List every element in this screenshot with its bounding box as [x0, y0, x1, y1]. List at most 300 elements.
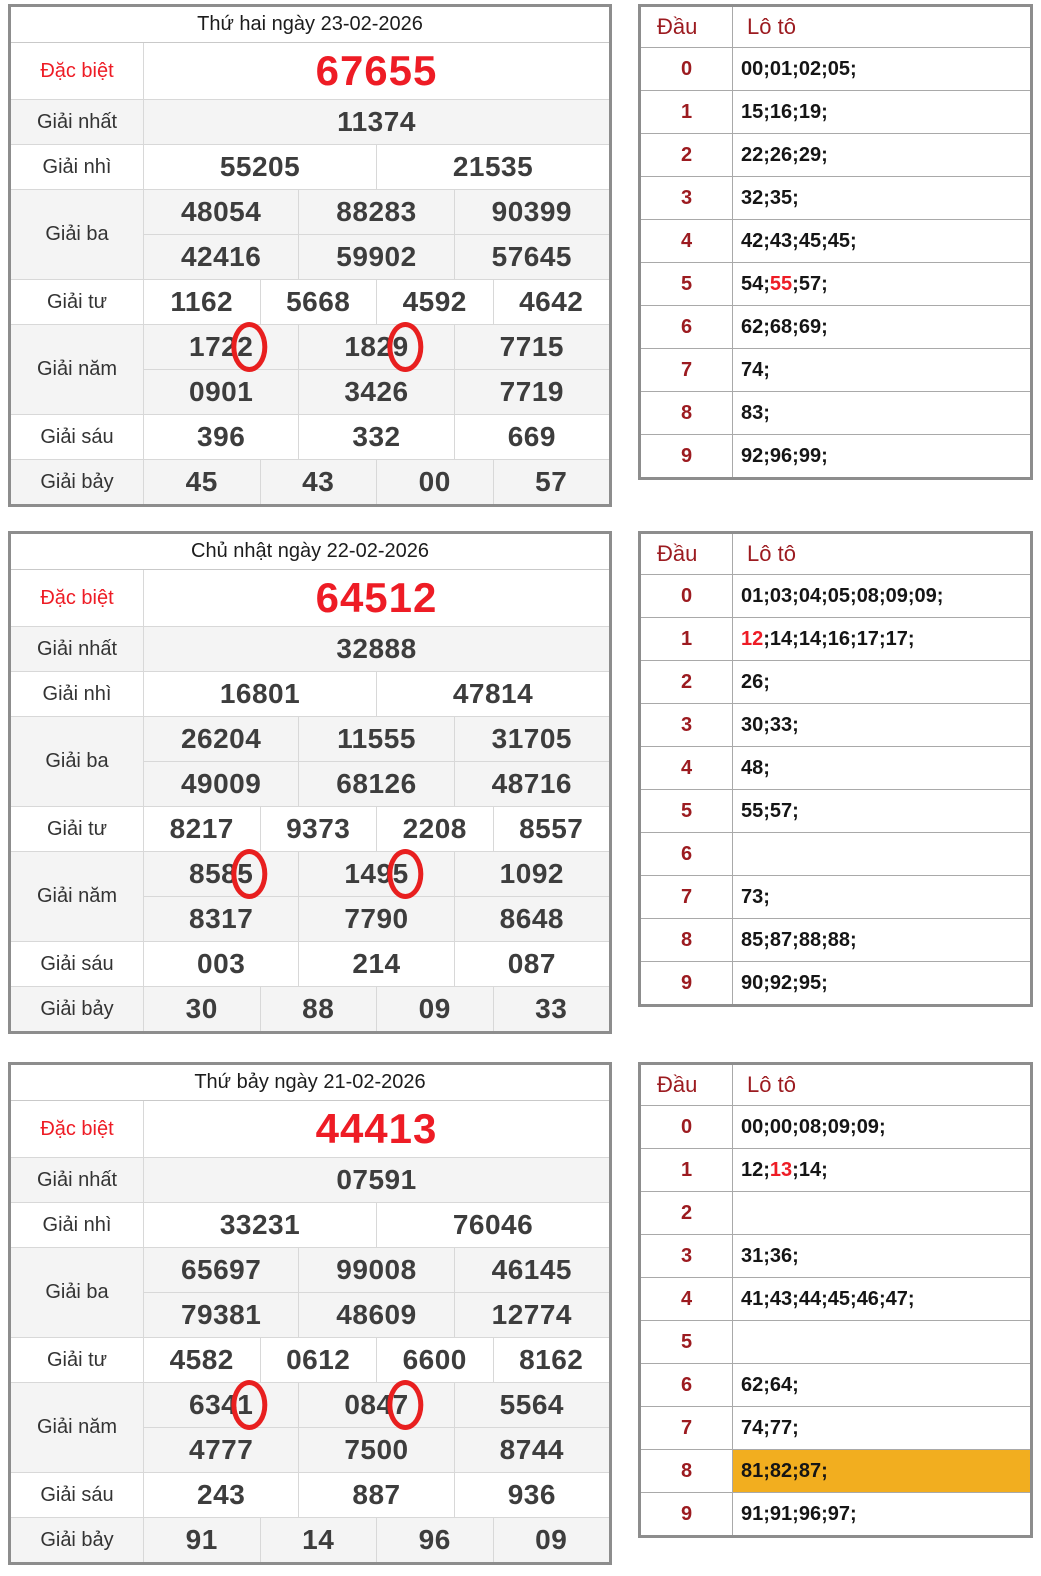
prize-number: 14 [260, 1518, 377, 1562]
loto-digit: 8 [641, 919, 733, 961]
prize-number: 8557 [493, 807, 610, 851]
prize-label-first: Giải nhất [11, 100, 144, 144]
loto-values: 92 ; 96 ; 99 ; [741, 444, 828, 467]
prize-values-special [144, 43, 609, 99]
prize-sub-row [144, 852, 609, 896]
loto-number: 88 [798, 928, 822, 951]
results-table-day-2 [8, 531, 612, 1034]
prize-values-first [144, 100, 609, 144]
prize-row-seventh [11, 987, 609, 1031]
loto-values: 90 ; 92 ; 95 ; [741, 971, 828, 994]
prize-number: 43 [260, 460, 377, 504]
loto-head-label: Đầu [641, 534, 733, 574]
prize-values-seventh [144, 987, 609, 1031]
loto-values [733, 1321, 1030, 1363]
loto-number: 00 [741, 57, 764, 80]
loto-values: 54 ; 55 ; 57 ; [741, 272, 828, 295]
loto-number: 30 [741, 713, 764, 736]
prize-values-fifth [144, 325, 609, 414]
loto-number: 92 [741, 444, 764, 467]
loto-row-1 [641, 618, 1030, 661]
prize-row-third [11, 717, 609, 807]
prize-number: 0901 [189, 376, 254, 407]
prize-number: 45 [185, 466, 218, 497]
prize-label-fifth: Giải năm [11, 852, 144, 941]
prize-number: 47814 [376, 672, 609, 716]
loto-number: 32 [741, 186, 764, 209]
prize-values-third [144, 1248, 609, 1337]
loto-number: 08 [798, 1115, 822, 1138]
prize-row-seventh [11, 460, 609, 504]
loto-row-2 [641, 1192, 1030, 1235]
loto-number: 73 [741, 885, 764, 908]
prize-number: 0612 [260, 1338, 377, 1382]
prize-values-fourth [144, 1338, 609, 1382]
loto-header-row [641, 7, 1030, 48]
prize-values-third [144, 190, 609, 279]
loto-values: 48 ; [741, 756, 770, 779]
results-table-day-3 [8, 1062, 612, 1565]
day-row-3 [8, 1062, 1033, 1565]
loto-number: 83 [741, 401, 764, 424]
prize-number: 00 [376, 460, 493, 504]
loto-number: 77 [769, 1416, 793, 1439]
prize-number: 68126 [298, 762, 453, 806]
prize-number: 48716 [454, 762, 609, 806]
prize-number: 44413 [315, 1105, 438, 1152]
loto-digit: 4 [641, 1278, 733, 1320]
prize-label-third: Giải ba [11, 190, 144, 279]
prize-number: 8317 [189, 903, 254, 934]
prize-number: 48609 [298, 1293, 453, 1337]
loto-digit: 7 [641, 876, 733, 918]
loto-values [733, 1192, 1030, 1234]
prize-values-seventh [144, 460, 609, 504]
prize-label-third: Giải ba [11, 717, 144, 806]
loto-number: 31 [741, 1244, 764, 1267]
loto-number: 43 [769, 229, 793, 252]
prize-number: 4592 [376, 280, 493, 324]
loto-row-9 [641, 1493, 1030, 1535]
loto-header-row [641, 534, 1030, 575]
prize-row-third [11, 1248, 609, 1338]
loto-digit: 0 [641, 575, 733, 617]
loto-number: 17 [885, 627, 908, 650]
loto-number: 74 [741, 1416, 764, 1439]
prize-sub-row [144, 1101, 609, 1157]
prize-number: 214 [298, 942, 453, 986]
prize-sub-row [144, 1518, 609, 1562]
loto-values: 62 ; 64 ; [741, 1373, 799, 1396]
prize-values-first [144, 627, 609, 671]
loto-row-7 [641, 1407, 1030, 1450]
prize-number: 149 5 [298, 852, 453, 896]
loto-digit: 8 [641, 392, 733, 434]
prize-sub-row [144, 190, 609, 234]
prize-number: 5564 [454, 1383, 609, 1427]
loto-values [733, 833, 1030, 875]
prize-number: 172 2 [189, 331, 254, 362]
prize-sub-row [144, 369, 609, 414]
days [8, 4, 1033, 1565]
loto-digit: 5 [641, 790, 733, 832]
loto-values: 32 ; 35 ; [741, 186, 799, 209]
loto-row-5 [641, 790, 1030, 833]
prize-number: 09 [376, 987, 493, 1031]
loto-number: 87 [798, 1459, 822, 1482]
prize-number: 59902 [298, 235, 453, 279]
loto-number: 90 [741, 971, 764, 994]
prize-sub-row [144, 1427, 609, 1472]
loto-digit: 5 [641, 1321, 733, 1363]
prize-number: 26204 [180, 723, 262, 754]
loto-number: 22 [741, 143, 764, 166]
loto-number: 62 [741, 315, 764, 338]
prize-row-second [11, 145, 609, 190]
prize-row-first [11, 627, 609, 672]
circled-digit: 9 [392, 331, 409, 362]
loto-row-0 [641, 575, 1030, 618]
loto-number: 03 [769, 584, 793, 607]
prize-values-first [144, 1158, 609, 1202]
loto-number: 96 [769, 444, 793, 467]
loto-values: 12 ; 13 ; 14 ; [741, 1158, 828, 1181]
prize-number: 90399 [454, 190, 609, 234]
prize-number: 99008 [298, 1248, 453, 1292]
loto-values: 42 ; 43 ; 45 ; 45 ; [741, 229, 857, 252]
loto-number: 29 [798, 143, 822, 166]
prize-values-fifth [144, 852, 609, 941]
loto-number: 55 [741, 799, 764, 822]
loto-number: 45 [827, 229, 851, 252]
prize-number: 42416 [180, 241, 262, 272]
circled-digit: 1 [237, 1389, 254, 1420]
prize-sub-row [144, 1383, 609, 1427]
loto-values: 12 ; 14 ; 14 ; 16 ; 17 ; 17 ; [741, 627, 915, 650]
prize-row-first [11, 100, 609, 145]
prize-row-fourth [11, 807, 609, 852]
loto-number: 02 [798, 57, 822, 80]
loto-number: 16 [769, 100, 793, 123]
prize-values-second [144, 1203, 609, 1247]
loto-number: 91 [769, 1502, 793, 1525]
loto-row-0 [641, 1106, 1030, 1149]
prize-sub-row [144, 234, 609, 279]
prize-label-fourth: Giải tư [11, 1338, 144, 1382]
loto-digit: 9 [641, 435, 733, 477]
loto-digit: 8 [641, 1450, 733, 1492]
circled-digit: 7 [392, 1389, 409, 1420]
loto-digit: 3 [641, 177, 733, 219]
loto-row-6 [641, 306, 1030, 349]
prize-number: 2208 [376, 807, 493, 851]
prize-sub-row [144, 807, 609, 851]
loto-number: 74 [741, 358, 764, 381]
prize-number: 09 [493, 1518, 610, 1562]
prize-number: 48054 [180, 196, 262, 227]
prize-row-sixth [11, 1473, 609, 1518]
loto-row-8 [641, 392, 1030, 435]
loto-digit: 9 [641, 1493, 733, 1535]
loto-row-1 [641, 91, 1030, 134]
loto-digit: 4 [641, 747, 733, 789]
loto-digit: 3 [641, 704, 733, 746]
prize-number: 57645 [454, 235, 609, 279]
loto-body-label: Lô tô [747, 541, 796, 566]
loto-table-day-1 [638, 4, 1033, 480]
loto-number: 44 [798, 1287, 822, 1310]
day-row-1 [8, 4, 1033, 507]
prize-number: 49009 [180, 768, 262, 799]
prize-sub-row [144, 145, 609, 189]
loto-values: 55 ; 57 ; [741, 799, 799, 822]
prize-number: 4642 [493, 280, 610, 324]
prize-label-fifth: Giải năm [11, 1383, 144, 1472]
prize-row-fifth [11, 852, 609, 942]
loto-values: 15 ; 16 ; 19 ; [741, 100, 828, 123]
circled-digit: 5 [392, 858, 409, 889]
prize-number: 6600 [376, 1338, 493, 1382]
prize-number: 88283 [298, 190, 453, 234]
prize-number: 887 [298, 1473, 453, 1517]
loto-number: 05 [827, 57, 851, 80]
prize-number: 07591 [336, 1164, 417, 1195]
prize-label-first: Giải nhất [11, 627, 144, 671]
loto-number: 13 [769, 1158, 793, 1181]
loto-values: 62 ; 68 ; 69 ; [741, 315, 828, 338]
loto-values: 73 ; [741, 885, 770, 908]
loto-row-3 [641, 704, 1030, 747]
loto-digit: 2 [641, 1192, 733, 1234]
results-table-day-1 [8, 4, 612, 507]
loto-number: 99 [798, 444, 822, 467]
loto-number: 95 [798, 971, 822, 994]
prize-number: 7500 [298, 1428, 453, 1472]
prize-label-seventh: Giải bảy [11, 460, 144, 504]
loto-row-6 [641, 1364, 1030, 1407]
prize-values-second [144, 145, 609, 189]
loto-digit: 2 [641, 661, 733, 703]
prize-number: 91 [185, 1524, 218, 1555]
prize-label-fifth: Giải năm [11, 325, 144, 414]
loto-row-2 [641, 661, 1030, 704]
prize-number: 11555 [298, 717, 453, 761]
date-header: Thứ hai ngày 23-02-2026 [11, 7, 609, 43]
loto-number: 87 [769, 928, 793, 951]
loto-number: 33 [769, 713, 793, 736]
prize-label-sixth: Giải sáu [11, 942, 144, 986]
loto-digit: 2 [641, 134, 733, 176]
prize-number: 8217 [169, 813, 234, 844]
loto-values: 85 ; 87 ; 88 ; 88 ; [741, 928, 857, 951]
prize-label-first: Giải nhất [11, 1158, 144, 1202]
results-content [8, 4, 1033, 1576]
loto-values: 01 ; 03 ; 04 ; 05 ; 08 ; 09 ; 09 ; [741, 584, 944, 607]
loto-number: 09 [914, 584, 937, 607]
prize-number: 4777 [189, 1434, 254, 1465]
prize-sub-row [144, 100, 609, 144]
prize-number: 8648 [454, 897, 609, 941]
prize-sub-row [144, 325, 609, 369]
prize-sub-row [144, 987, 609, 1031]
loto-row-4 [641, 1278, 1030, 1321]
prize-number: 9373 [260, 807, 377, 851]
loto-values: 30 ; 33 ; [741, 713, 799, 736]
prize-values-sixth [144, 942, 609, 986]
prize-number: 087 [454, 942, 609, 986]
prize-number: 12774 [454, 1293, 609, 1337]
loto-number: 85 [741, 928, 764, 951]
prize-number: 8162 [493, 1338, 610, 1382]
loto-head-label: Đầu [641, 1065, 733, 1105]
loto-values: 22 ; 26 ; 29 ; [741, 143, 828, 166]
prize-label-special: Đặc biệt [11, 43, 144, 99]
prize-sub-row [144, 280, 609, 324]
prize-label-sixth: Giải sáu [11, 415, 144, 459]
prize-sub-row [144, 1158, 609, 1202]
loto-number: 42 [741, 229, 764, 252]
prize-sub-row [144, 570, 609, 626]
loto-row-9 [641, 962, 1030, 1004]
prize-number: 634 1 [189, 1389, 254, 1420]
prize-row-sixth [11, 415, 609, 460]
prize-number: 003 [197, 948, 246, 979]
loto-row-7 [641, 876, 1030, 919]
prize-sub-row [144, 627, 609, 671]
loto-number: 36 [769, 1244, 793, 1267]
prize-sub-row [144, 672, 609, 716]
loto-row-3 [641, 1235, 1030, 1278]
loto-number: 81 [741, 1459, 764, 1482]
prize-number: 79381 [180, 1299, 262, 1330]
prize-number: 57 [493, 460, 610, 504]
loto-number: 05 [827, 584, 851, 607]
loto-number: 14 [798, 1158, 822, 1181]
loto-digit: 0 [641, 48, 733, 90]
loto-row-6 [641, 833, 1030, 876]
prize-sub-row [144, 1338, 609, 1382]
loto-digit: 3 [641, 1235, 733, 1277]
prize-row-fifth [11, 1383, 609, 1473]
loto-digit: 1 [641, 1149, 733, 1191]
prize-sub-row [144, 43, 609, 99]
loto-number: 09 [827, 1115, 851, 1138]
prize-number: 33 [493, 987, 610, 1031]
prize-number: 65697 [180, 1254, 262, 1285]
loto-row-5 [641, 263, 1030, 306]
loto-number: 92 [769, 971, 793, 994]
loto-digit: 6 [641, 833, 733, 875]
loto-number: 82 [769, 1459, 793, 1482]
loto-number: 45 [827, 1287, 851, 1310]
loto-number: 14 [798, 627, 822, 650]
prize-number: 88 [260, 987, 377, 1031]
circled-digit: 5 [237, 858, 254, 889]
prize-number: 21535 [376, 145, 609, 189]
loto-number: 08 [856, 584, 879, 607]
prize-number: 76046 [376, 1203, 609, 1247]
loto-values: 41 ; 43 ; 44 ; 45 ; 46 ; 47 ; [741, 1287, 915, 1310]
loto-number: 26 [769, 143, 793, 166]
loto-row-7 [641, 349, 1030, 392]
prize-row-fourth [11, 1338, 609, 1383]
prize-row-second [11, 672, 609, 717]
loto-values: 00 ; 00 ; 08 ; 09 ; 09 ; [741, 1115, 886, 1138]
loto-digit: 7 [641, 349, 733, 391]
loto-head-label: Đầu [641, 7, 733, 47]
prize-label-sixth: Giải sáu [11, 1473, 144, 1517]
loto-number: 01 [769, 57, 793, 80]
prize-values-special [144, 570, 609, 626]
loto-digit: 0 [641, 1106, 733, 1148]
prize-sub-row [144, 1292, 609, 1337]
loto-number: 04 [798, 584, 822, 607]
loto-values: 83 ; [741, 401, 770, 424]
loto-values: 31 ; 36 ; [741, 1244, 799, 1267]
loto-number: 12 [741, 1158, 764, 1181]
prize-number: 396 [197, 421, 246, 452]
loto-number: 12 [741, 627, 764, 650]
loto-row-8 [641, 1450, 1030, 1493]
prize-sub-row [144, 1248, 609, 1292]
loto-values: 26 ; [741, 670, 770, 693]
loto-digit: 1 [641, 91, 733, 133]
prize-number: 1092 [454, 852, 609, 896]
prize-row-third [11, 190, 609, 280]
prize-number: 33231 [219, 1209, 301, 1240]
loto-number: 57 [798, 272, 822, 295]
prize-number: 64512 [315, 574, 438, 621]
loto-row-5 [641, 1321, 1030, 1364]
prize-row-fifth [11, 325, 609, 415]
prize-number: 96 [376, 1518, 493, 1562]
loto-row-0 [641, 48, 1030, 91]
prize-values-sixth [144, 1473, 609, 1517]
prize-number: 7715 [454, 325, 609, 369]
date-header: Thứ bảy ngày 21-02-2026 [11, 1065, 609, 1101]
prize-row-special [11, 43, 609, 100]
prize-values-fourth [144, 280, 609, 324]
prize-label-seventh: Giải bảy [11, 987, 144, 1031]
loto-values: 91 ; 91 ; 96 ; 97 ; [741, 1502, 857, 1525]
loto-number: 55 [769, 272, 793, 295]
prize-values-second [144, 672, 609, 716]
loto-row-9 [641, 435, 1030, 477]
prize-number: 3426 [298, 370, 453, 414]
loto-table-day-2 [638, 531, 1033, 1007]
loto-digit: 7 [641, 1407, 733, 1449]
loto-number: 14 [769, 627, 793, 650]
prize-values-special [144, 1101, 609, 1157]
prize-values-fourth [144, 807, 609, 851]
loto-number: 69 [798, 315, 822, 338]
prize-sub-row [144, 460, 609, 504]
prize-row-seventh [11, 1518, 609, 1562]
prize-number: 669 [454, 415, 609, 459]
loto-number: 16 [827, 627, 851, 650]
loto-number: 19 [798, 100, 822, 123]
loto-number: 97 [827, 1502, 851, 1525]
loto-row-8 [641, 919, 1030, 962]
loto-row-4 [641, 747, 1030, 790]
prize-label-fourth: Giải tư [11, 807, 144, 851]
loto-header-row [641, 1065, 1030, 1106]
prize-row-sixth [11, 942, 609, 987]
loto-values: 81 ; 82 ; 87 ; [733, 1450, 1030, 1492]
loto-digit: 1 [641, 618, 733, 660]
loto-number: 91 [741, 1502, 764, 1525]
loto-number: 88 [827, 928, 851, 951]
